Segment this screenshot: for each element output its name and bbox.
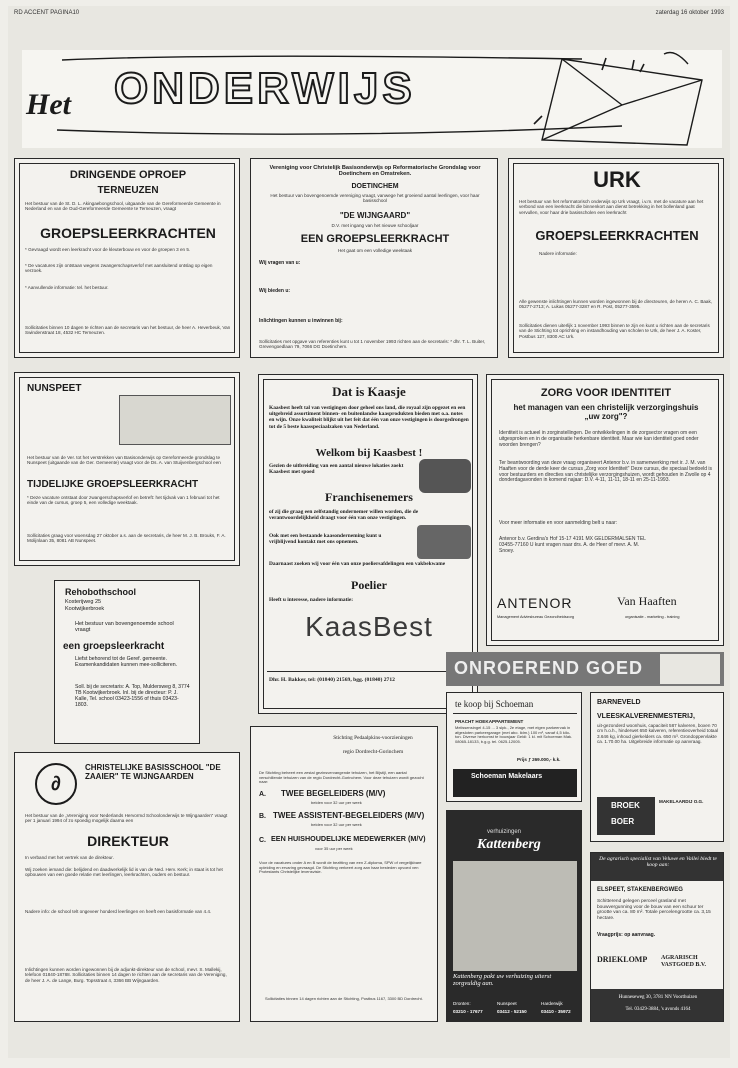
masthead [22, 50, 722, 148]
ad-body: uit-gezonderd woonhuis, capaciteit 587 kalveren, boxen 70 cm h.o.h., hinderwet 650 kalveren, referentieoverheid totaal 3.646 kg, inhoud gierkelders ca. 650 m³. Grondoppervlakte ca. 1.70.00 ha. Uitgebreide informatie op aanvraag. [597, 723, 719, 744]
ad-org: Vereniging voor Christelijk Basisonderwijs op Reformatorische Grondslag voor Doetinchem en Omstreken. [269, 165, 481, 178]
ad-para-1: Identiteit is actueel in zorginstellingen. De ontwikkelingen in de zorgsector vragen om een uitgesproken en in de organisatie herkenbare identiteit. Maar wie kan identiteit goed onder woorden brengen? [499, 430, 699, 448]
newspaper-page [8, 6, 730, 1058]
ad-para-5: Daarnaast zoeken wij voor één van onze poeliersafdelingen een vakbekwame [269, 561, 446, 567]
ad-doetinchem [250, 158, 498, 358]
banner-title: ONROEREND GOED [454, 658, 644, 678]
ad-intro: Het bestuur van de „Vereniging voor Nederlands Hervormd Schoolonderwijs te Wijngaarden" vraagt per 1 januari 1994 of zo spoedig mogelijk daarna een [25, 813, 228, 824]
ad-rehobothschool [54, 580, 200, 744]
ad-heading-a: TWEE BEGELEIDERS (M/V) [281, 789, 386, 798]
ad-info: Nadere informatie: [539, 251, 577, 256]
ad-heading: VLEESKALVERENMESTERIJ, [597, 713, 695, 720]
ad-sub: regio Dordrecht-Gorinchem [342, 749, 404, 755]
ad-intro: Het bestuur van bovengenoemde vereniging vraagt, vanwege het groeiend aantal leerlingen, voor haar basisschool [270, 193, 480, 204]
logo-drieklomp: DRIEKLOMP [597, 955, 648, 964]
ad-title: CHRISTELIJKE BASISSCHOOL "DE ZAAIER" TE WIJNGAARDEN [85, 763, 221, 782]
ad-desc: Liefst behorend tot de Geref. gemeente. Examenkandidaten kunnen mee-solliciteren. [75, 656, 178, 668]
ad-title: GROEPSLEERKRACHTEN [40, 225, 216, 241]
ad-addr-1: Kosterijweg 25 [65, 599, 102, 605]
label-dronten: Dronten: [453, 1001, 471, 1006]
ad-sub: Het gaat om een volledige weektaak [337, 248, 413, 253]
ad-place: TERNEUZEN [97, 185, 159, 196]
ad-title: te koop bij Schoeman [455, 699, 534, 709]
running-head-left: RD ACCENT PAGINA10 [14, 10, 80, 16]
running-head-right: zaterdag 16 oktober 1993 [655, 10, 724, 16]
ad-title: Rehobothschool [65, 587, 136, 597]
ad-intro: Het bestuur van het reformatorisch onderwijs op Urk vraagt, i.v.m. met de vacature aan het verbond van een leerkracht die binnenkort aan dienst betrekking in het bollenland gaat vervullen, voor haar drie basisscholen een leerkracht [519, 199, 704, 215]
ad-address: Hunneseweg 30, 3781 NN Voorthuizen [618, 995, 698, 1000]
banner-note [660, 654, 720, 684]
label-nunspeet: Nunspeet [497, 1001, 517, 1006]
ad-vacancy: een groepsleerkracht [63, 641, 165, 652]
ad-de-zaaier [14, 752, 240, 1022]
ad-intro: Het bestuur van de St. D. L. Akingaebongschool, uitgaande van de Gereformeerde Gemeente in Nederland en van de Oud-Gereformeerde Gemeente te Terneuzen, vraagt [25, 201, 221, 212]
kaasbest-logo: KaasBest [305, 611, 433, 642]
ad-body-2: * De vacatures zijn ontstaan wegens zwangerschapsverlof met aansluitend ontslag op eigen verzoek. [25, 263, 213, 274]
moving-van-photo [453, 861, 577, 971]
ad-para-1: In verband met het vertrek van de direkteur. [25, 855, 114, 860]
ad-vacancy: DIREKTEUR [87, 833, 169, 849]
logo-agrarisch: AGRARISCH VASTGOED B.V. [661, 955, 706, 968]
ad-label-a: A. [259, 791, 266, 798]
ad-addr-2: Kootwijkerbroek [65, 606, 105, 612]
ad-title: NUNSPEET [27, 383, 82, 394]
ad-footer: Sollicitaties dienen uiterlijk 1 november 1993 binnen te zijn en kunt u richten aan de secretaris van de Stichting tot oprichting en instandhouding van scholen te Urk, de heer J. A. Koster, Postbus 127, 8300 AC Urk. [519, 323, 710, 339]
ad-title: ZORG VOOR IDENTITEIT [540, 387, 672, 399]
ad-para-1: Kaasbest heeft tal van vestigingen door geheel ons land, die royaal zijn opgezet en een uitgebreid assortiment binnen- en buitenlandse kaasprodukten bieden met o.a. notes en wijn. Onze kwaliteit blijkt uit het feit dat één van onze vestigingen is doorgedrongen tot de 5 beste kaasspeciaalzaken van Nederland. [269, 405, 469, 430]
onroerend-goed-banner [446, 652, 724, 686]
ad-title: EEN GROEPSLEERKRACHT [300, 233, 450, 245]
ad-slogan: Kattenberg pakt uw verhuizing uiterst zorgvuldig aan. [453, 973, 552, 988]
ad-title: URK [593, 167, 641, 192]
ad-stichting [250, 726, 438, 1022]
masthead-word-het: Het [26, 88, 71, 121]
cheese-photo [419, 459, 471, 493]
ad-body: Voor de vacatures onder A en B wordt de bezitting van een Z-diploma, SPW of vergelijkbare opleiding en ervaring gevraagd. De Stichting verkeert zorg aan haar besteden opvoed ven Protestants Christelijke levensvisie. [259, 860, 422, 875]
van-haaften-logo: Van Haaften [617, 594, 677, 608]
ad-heading-poelier: Poelier [351, 578, 387, 592]
ad-intro: Het bestuur van bovengenoemde school vraagt [75, 621, 174, 634]
ad-heading-franchise: Franchisenemers [325, 490, 413, 504]
ad-footer-band [591, 989, 724, 1022]
logo-broek: BROEK [611, 801, 640, 810]
ad-label-vragen: Wij vragen van u: [259, 260, 301, 266]
ad-org: Stichting Pedaalpkins-voorzieningen [333, 735, 413, 741]
ad-footer: Sollicitaties met opgave van referenties kunt u tot 1 november 1993 richten aan de secretaris: * dhr. T. L. Buiter, Grevengoedlaan 79, 7066 DG Doetinchem. [259, 339, 486, 350]
ad-sub: PRACHT HOEKAPPARTEMENT [455, 719, 524, 724]
ad-sub-b: beiden voor 32 uur per week [311, 822, 362, 827]
ad-address: Antenor b.v. Gerdina's Hof 15-17 4191 MX GELDERMALSEN TEL 03455-77160 U kunt vragen naar drs. A. de Heer of mevr. A. M. Snoey. [499, 536, 646, 554]
ad-body: Melissensingel 4-15 ... 3 slpk., 2e etage, met eigen parkeervak in afgesloten parkeergarage (met abo. lidm.) 100 m², vanaf 4,5 kilo- ton. Diverse herkomst te bouwjaar Geldi: 1 kl. mit Schoeman Mak. 08065-18133, b.g.g. tel. 0625-12005. [455, 725, 573, 744]
ad-footer: Inlichtingen kunnen worden ingewonnen bij de adjunkt-direkteur van de school, mevr. S. Mallekij, telefoon 01840-18788. Sollicitaties binnen 14 dagen te richten aan de secretaris van de Vereniging, de heer J. A. de Lange, Burg. Topsstraat 4, 3366 BB Wijngaarden. [25, 967, 227, 983]
ad-kattenberg [446, 810, 582, 1022]
antenor-tagline: Management Adviesbureau Gezondheidszorg [497, 615, 575, 619]
ad-vacancy: TIJDELIJKE GROEPSLEERKRACHT [27, 479, 199, 490]
ad-sub-c: voor 35 uur per week [315, 846, 353, 851]
ad-name: Kattenberg [477, 837, 541, 852]
ad-para-6: Heeft u interesse, nadere informatie: [269, 597, 354, 603]
ad-label-b: B. [259, 813, 266, 820]
ad-heading-welkom: Welkom bij Kaasbest ! [315, 447, 423, 459]
makelaardij-name: MAKELAARDIJ O.G. [659, 799, 704, 804]
ad-heading: DRINGENDE OPROEP [69, 169, 187, 181]
masthead-word-onderwijs: ONDERWIJS [114, 64, 416, 113]
ad-heading-c: EEN HUISHOUDELIJKE MEDEWERKER (M/V) [271, 834, 426, 843]
ad-intro: De Stichting beheert een zestal gezinsvervangende tehuizen, het Bijstijl, een aantal verschillende tehuizen van de regio Dordrecht-Gorinchem. Voor deze tehuizen wordt gezocht naar: [259, 770, 424, 785]
ad-footer: Sollicitaties binnen 10 dagen te richten aan de secretaris van het bestuur, de heer A. Heverbeuk, Van Swindenstraat 18, 4532 HC Terneuzen. [25, 325, 231, 336]
ad-label-c: C. [259, 837, 266, 844]
ad-contact: Dhr. H. Bakker, tel: (01840) 21569, bgg. (01840) 2712 [269, 677, 395, 683]
ad-sollicitatie: Soll. bij de secretaris: A. Top, Muldersweg 8, 3774 TB Kootwijkerbroek. Inl. bij de directeur: P. J. Kalle, Tel. school 03423-1556 of thuis 03423-1803. [75, 684, 190, 708]
ad-label-bieden: Wij bieden u: [259, 288, 291, 294]
ad-footer: Sollicitaties binnen 14 dagen richten aan de Stichting, Postbus 1167, 3300 BD Dordrecht. [265, 996, 423, 1001]
ad-schoeman [446, 692, 582, 802]
firm-name: Schoeman Makelaars [471, 773, 543, 780]
phone-nunspeet: 03412 - 52150 [497, 1009, 527, 1014]
ad-price: Prijs ƒ 269.000,- k.k. [517, 757, 561, 762]
ad-para-2: Ter beantwoording van deze vraag organiseert Antenor b.v. in samenwerking met ir. J. M. van Haaften voor de derde keer de cursus „Zorg voor Identiteit" Deze cursus, die speciaal bedoeld is voor bestuurders en directies van christelijke verzorgingshuizen, wordt gehouden in Zwolle op 4 donderdagavonden in komend najaar: D.V. 4-11, 11-11, 18-11 en 25-11-1993. [499, 460, 713, 484]
ad-para-3: of zij die graag een zelfstandig ondernemer willen worden, die de verantwoordelijkheid draagt voor één van onze vestigingen. [269, 509, 419, 522]
ad-footer: Sollicitaties graag voor woensdag 27 oktober a.s. aan de secretaris, de heer M. J. B. Brouks, F. A. Molijnlaan 35, 8081 AB Nunspeet. [27, 533, 226, 544]
ad-title: BARNEVELD [597, 699, 641, 706]
ad-school: "DE WIJNGAARD" [339, 211, 411, 220]
ad-head: De agrarisch specialist van Veluwe en Vallei biedt te koop aan: [599, 856, 717, 869]
ad-body-1: * Gevraagd wordt een leerkracht voor de kleuterbouw en voor de groepen 3 en 5. [25, 247, 191, 252]
ad-para-4: Ook met een bestaande kaasonderneming kunt u vrijblijvend kontakt met ons opnemen. [269, 533, 382, 546]
ad-title-2: GROEPSLEERKRACHTEN [535, 228, 699, 243]
ad-para-3: Nadere info: de school telt ongeveer honderd leerlingen en heeft een basisformatie van 4.4. [25, 909, 212, 914]
ad-title: Dat is Kaasje [332, 384, 406, 399]
ad-place: DOETINCHEM [351, 183, 399, 190]
ad-kaasbest [258, 374, 478, 714]
ad-body-3: * Aanvullende informatie: tel. het bestuur. [25, 285, 109, 290]
ad-drieklomp [590, 852, 724, 1022]
school-logo-image [119, 395, 231, 445]
ad-nunspeet [14, 372, 240, 566]
ad-phone: Tel. 03429-3884, 's avonds 4164 [625, 1007, 691, 1012]
van-haaften-tagline: organisatie - marketing - training [625, 615, 680, 619]
logo-boer: BOER [611, 817, 635, 826]
ad-barneveld [590, 692, 724, 842]
label-harderwijk: Harderwijk [541, 1001, 563, 1006]
phone-harderwijk: 03410 - 35972 [541, 1009, 571, 1014]
ad-top: verhuizingen [487, 829, 522, 835]
ad-intro: Het bestuur van de Ver. tot het verstrekken van Basisonderwijs op Gereformeerde grondslag te Nunspeet (uitgaande van de Ger. Gemeente) vraagt voor de Ds. A. van Stuijvenbergschool een [27, 455, 221, 466]
ad-terneuzen [14, 158, 240, 358]
ad-label-info: Inlichtingen kunnen u inwinnen bij: [259, 318, 343, 324]
ad-para-3: Voor meer informatie en voor aanmelding belt u naar: [499, 520, 618, 526]
antenor-logo: ANTENOR [497, 595, 573, 611]
ad-heading-b: TWEE ASSISTENT-BEGELEIDERS (M/V) [273, 811, 425, 820]
poultry-photo [417, 525, 471, 559]
school-emblem-icon: ∂ [35, 763, 77, 805]
phone-dronten: 03210 - 17677 [453, 1009, 483, 1014]
ad-zorg-voor-identiteit [486, 374, 724, 646]
ad-subtitle: het managen van een christelijk verzorgingshuis „uw zorg"? [513, 403, 699, 422]
ad-body: Alle gewenste inlichtingen kunnen worden ingewonnen bij de directeuren, de heren A. C. Baak, 05277-2713; A. Lukas 05277-3287 en R. Post, 05277-3595. [519, 299, 713, 310]
ad-sub-a: beiden voor 32 uur per week [311, 800, 362, 805]
ad-urk [508, 158, 724, 358]
ad-para-2: Gezien de uitbreiding van een aantal nieuwe lokaties zoekt Kaasbest met spoed [269, 463, 404, 476]
ad-vraagprijs: Vraagprijs: op aanvraag. [597, 932, 656, 938]
ad-body: * Deze vacature ontstaat door zwangerschapsverlof en betreft: het tijdvak van 1 februari tot het einde van de cursus, groep 5, een volledige weektaak. [27, 495, 220, 506]
ad-body: Schitterend gelegen perceel grasland met bouwvergunning voor de bouw van een schuur ter grootte van ca. 80 m². Totale percelengrootte ca. 3,15 hectare. [597, 899, 711, 921]
ad-para-2: Wij zoeken iemand die: belijdend en daadwerkelijk lid is van de Ned. Herv. Kerk; in staat is tot het opbouwen van een goede relatie met leerlingen, leerkrachten, ouders en bestuur. [25, 867, 223, 878]
ad-start: D.V. met ingang van het nieuwe schooljaar [331, 223, 419, 228]
ad-title: ELSPEET, STAKENBERGWEG [597, 887, 683, 893]
